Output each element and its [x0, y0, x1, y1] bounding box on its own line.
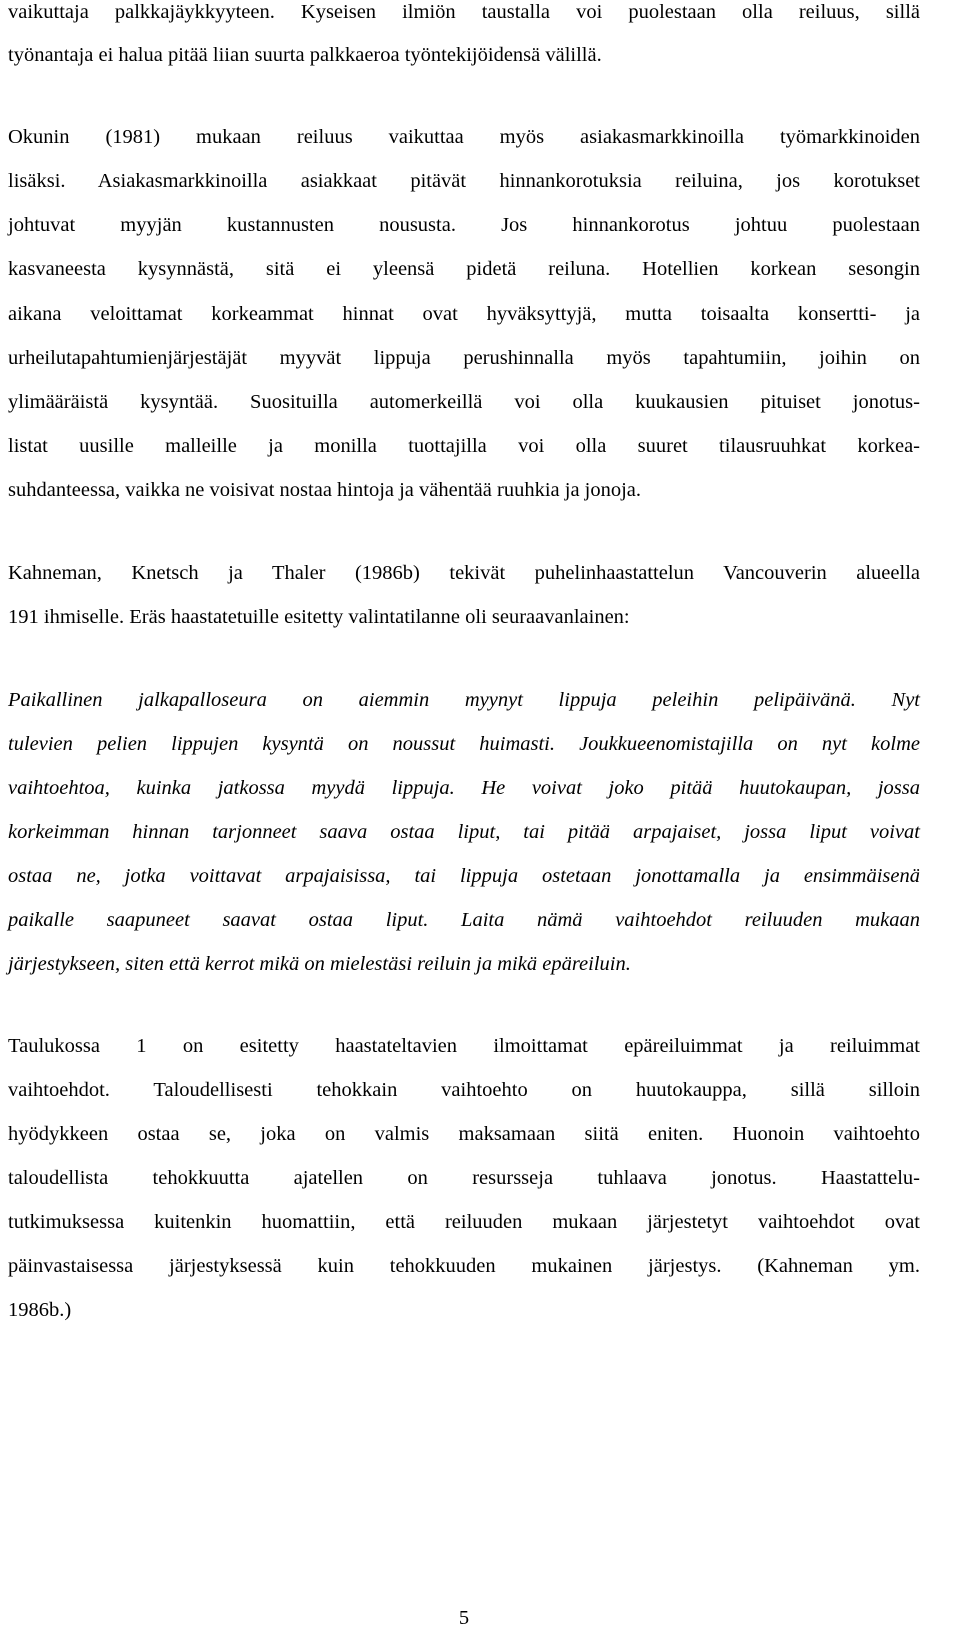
- text-line: korkeimman hinnan tarjonneet saava ostaa liput, tai pitää arpajaiset, jossa liput voivat: [8, 821, 920, 843]
- text-line: taloudellista tehokkuutta ajatellen on resursseja tuhlaava jonotus. Haastattelu-: [8, 1167, 920, 1189]
- text-line: tulevien pelien lippujen kysyntä on noussut huimasti. Joukkueenomistajilla on nyt kolme: [8, 733, 920, 755]
- text-line: vaihtoehdot. Taloudellisesti tehokkain vaihtoehto on huutokauppa, sillä silloin: [8, 1079, 920, 1101]
- text-line: kasvaneesta kysynnästä, sitä ei yleensä pidetä reiluna. Hotellien korkean sesongin: [8, 258, 920, 280]
- text-line: lisäksi. Asiakasmarkkinoilla asiakkaat pitävät hinnankorotuksia reiluina, jos korotukset: [8, 170, 920, 192]
- text-line: 191 ihmiselle. Eräs haastatetuille esitetty valintatilanne oli seuraavanlainen:: [8, 606, 630, 628]
- text-line: työnantaja ei halua pitää liian suurta palkkaeroa työntekijöidensä välillä.: [8, 44, 602, 66]
- text-line: Paikallinen jalkapalloseura on aiemmin myynyt lippuja peleihin pelipäivänä. Nyt: [8, 689, 920, 711]
- text-line: Kahneman, Knetsch ja Thaler (1986b) tekivät puhelinhaastattelun Vancouverin alueella: [8, 562, 920, 584]
- text-line: vaihtoehtoa, kuinka jatkossa myydä lippuja. He voivat joko pitää huutokaupan, jossa: [8, 777, 920, 799]
- text-line: johtuvat myyjän kustannusten noususta. Jos hinnankorotus johtuu puolestaan: [8, 214, 920, 236]
- text-line: 1986b.): [8, 1299, 72, 1321]
- text-line: paikalle saapuneet saavat ostaa liput. Laita nämä vaihtoehdot reiluuden mukaan: [8, 909, 920, 931]
- text-line: urheilutapahtumienjärjestäjät myyvät lippuja perushinnalla myös tapahtumiin, joihin on: [8, 347, 920, 369]
- text-line: tutkimuksessa kuitenkin huomattiin, että reiluuden mukaan järjestetyt vaihtoehdot ovat: [8, 1211, 920, 1233]
- text-line: järjestykseen, siten että kerrot mikä on mielestäsi reiluin ja mikä epäreiluin.: [8, 953, 631, 975]
- text-line: päinvastaisessa järjestyksessä kuin tehokkuuden mukainen järjestys. (Kahneman ym.: [8, 1255, 920, 1277]
- text-line: ylimääräistä kysyntää. Suosituilla automerkeillä voi olla kuukausien pituiset jonotus-: [8, 391, 920, 413]
- page-number: 5: [458, 1607, 470, 1629]
- text-line: Taulukossa 1 on esitetty haastateltavien ilmoittamat epäreiluimmat ja reiluimmat: [8, 1035, 920, 1057]
- text-line: listat uusille malleille ja monilla tuottajilla voi olla suuret tilausruuhkat korkea-: [8, 435, 920, 457]
- text-line: Okunin (1981) mukaan reiluus vaikuttaa myös asiakasmarkkinoilla työmarkkinoiden: [8, 126, 920, 148]
- text-line: aikana veloittamat korkeammat hinnat ovat hyväksyttyjä, mutta toisaalta konsertti- ja: [8, 303, 920, 325]
- text-line: hyödykkeen ostaa se, joka on valmis maksamaan siitä eniten. Huonoin vaihtoehto: [8, 1123, 920, 1145]
- text-line: ostaa ne, jotka voittavat arpajaisissa, tai lippuja ostetaan jonottamalla ja ensimmäisenä: [8, 865, 920, 887]
- text-line: vaikuttaja palkkajäykkyyteen. Kyseisen ilmiön taustalla voi puolestaan olla reiluus, sillä: [8, 1, 920, 23]
- text-line: suhdanteessa, vaikka ne voisivat nostaa hintoja ja vähentää ruuhkia ja jonoja.: [8, 479, 642, 501]
